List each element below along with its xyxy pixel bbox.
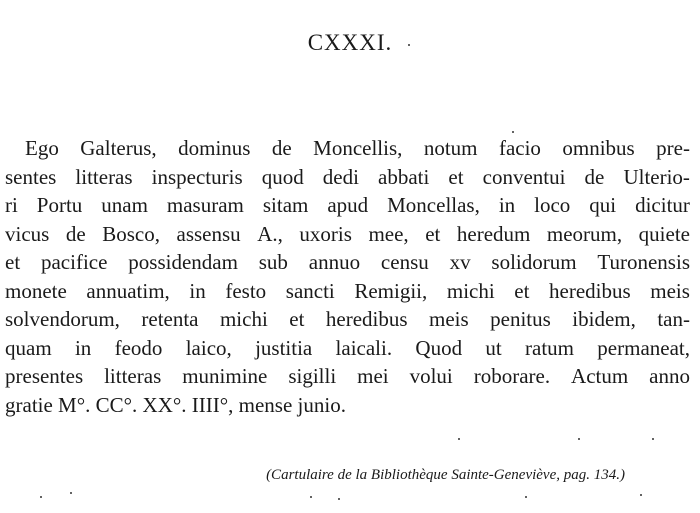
word: possidendam [128,250,238,274]
word: heredibus [325,307,408,331]
word: de [65,221,86,246]
word: heredibus [549,278,631,303]
text-line [5,334,690,363]
word: pacifice [40,250,108,274]
word: unam [101,193,148,217]
word: ri [5,193,18,217]
word: abbati [378,164,430,189]
scan-speck [458,438,460,440]
word: mei [357,364,389,388]
scan-speck [652,438,654,440]
text-line [5,134,690,163]
text-line [5,277,690,306]
word: et [5,250,21,274]
word: A., [257,221,283,246]
word: Portu [36,193,83,217]
word: facio [498,136,541,160]
text-line [5,305,690,334]
text-line: gratie M°. CC°. XX°. IIII°, mense junio. [5,392,346,417]
charter-number-heading: CXXXI. [307,30,393,55]
word: heredum [456,221,531,246]
word: quiete [638,221,690,246]
word: volui [409,364,453,388]
word: dominus [178,136,251,160]
word: Remigii, [354,278,428,303]
word: laicali. [335,335,393,360]
scan-speck [338,498,340,500]
word: xv [449,250,471,274]
word: loco [534,193,571,217]
word: et [425,221,441,246]
word: de [584,164,605,189]
word: et [448,164,464,189]
scan-speck [70,492,72,494]
scan-speck [40,496,42,498]
word: solidorum [491,250,577,274]
word: presentes [5,364,84,388]
word: meis [650,278,690,303]
scan-speck [310,496,312,498]
word: ratum [525,335,574,360]
word: solvendorum, [5,307,120,331]
word: de [271,136,292,160]
word: monete [5,278,67,303]
word: ibidem, [572,307,636,331]
word: munimine [182,364,268,388]
word: ut [485,335,502,360]
text-line [5,220,690,249]
charter-text [5,134,690,419]
word: Quod [415,335,463,360]
text-line [5,163,690,192]
word: tan- [657,307,690,331]
word: censu [380,250,429,274]
word: roborare. [473,364,551,388]
word: michi [446,278,495,303]
word: Turonensis [597,250,690,274]
word: et [514,278,530,303]
word: permaneat, [597,335,690,360]
word: meorum, [546,221,623,246]
source-citation: (Cartulaire de la Bibliothèque Sainte-Geneviève, pag. 134.) [266,467,625,483]
scan-speck [408,44,410,46]
word: litteras [75,164,133,189]
word: masuram [166,193,244,217]
word: sigilli [288,364,337,388]
word: feodo [114,335,163,360]
word: pre- [656,136,690,160]
word: anno [649,364,690,388]
word: in [498,193,516,217]
scan-speck [640,494,642,496]
word: apud [327,193,369,217]
word: omnibus [562,136,635,160]
word: mee, [368,221,409,246]
word: litteras [104,364,162,388]
word: justitia [255,335,313,360]
word: retenta [141,307,199,331]
word: uxoris [299,221,352,246]
scan-speck [512,131,514,133]
scan-speck [525,496,527,498]
word: Ulterio- [623,164,690,189]
word: sentes [5,164,57,189]
word: vicus [5,221,50,246]
word: et [289,307,305,331]
word: penitus [490,307,551,331]
word: michi [219,307,268,331]
text-line [5,362,690,391]
word: Bosco, [102,221,160,246]
word: in [189,278,206,303]
word: festo [225,278,267,303]
word: sitam [262,193,309,217]
word: dedi [322,164,359,189]
word: inspecturis [151,164,243,189]
word: Moncellas, [387,193,480,217]
scan-speck [578,438,580,440]
text-line [5,191,690,220]
word: qui [589,193,617,217]
word: sub [258,250,288,274]
word: annuo [308,250,361,274]
word: quod [261,164,304,189]
word: conventui [482,164,566,189]
word: Ego [25,136,59,160]
word: Moncellis, [313,136,403,160]
word: annuatim, [86,278,170,303]
word: laico, [185,335,232,360]
word: sancti [285,278,335,303]
word: in [74,335,92,360]
word: dicitur [635,193,690,217]
text-line [5,248,690,277]
word: notum [423,136,478,160]
word: Galterus, [80,136,157,160]
word: meis [429,307,469,331]
word: assensu [176,221,241,246]
word: quam [5,335,52,360]
word: Actum [571,364,629,388]
